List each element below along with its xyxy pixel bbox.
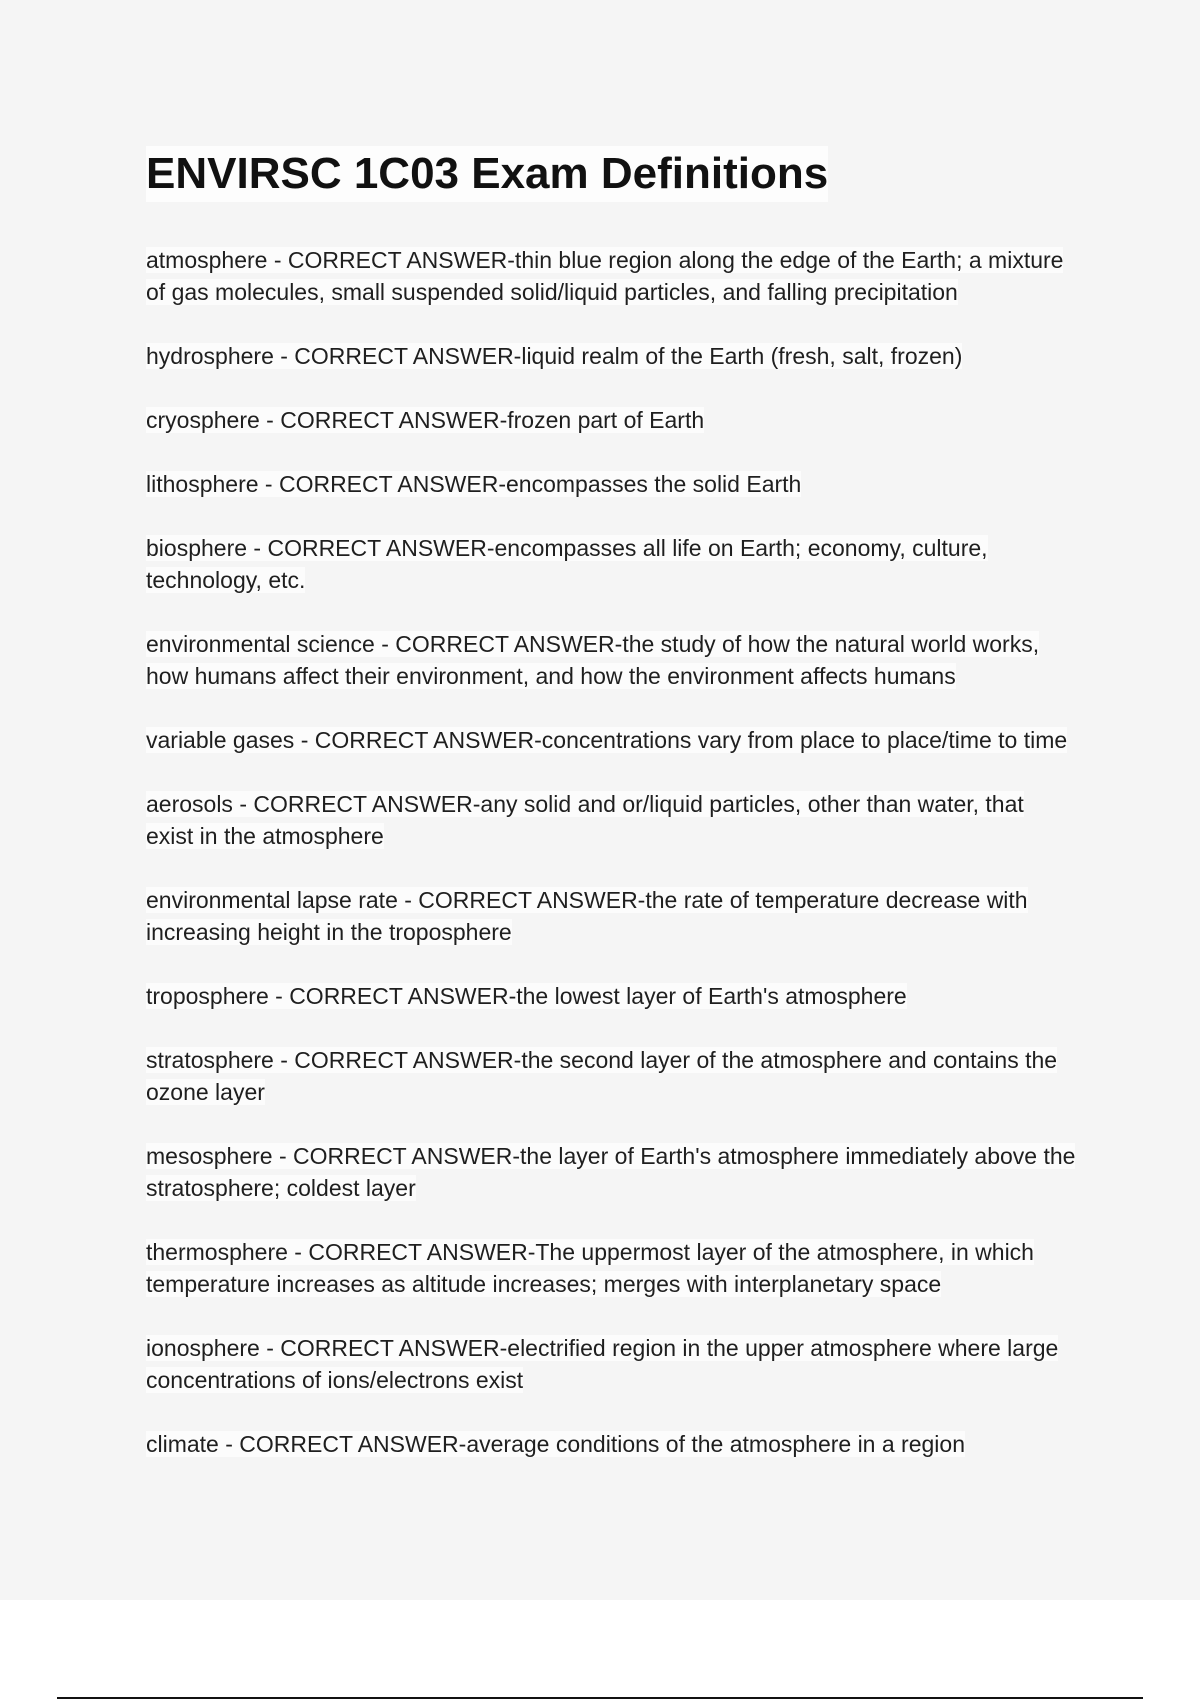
definition-item [146, 1236, 1076, 1300]
definition-item [146, 724, 1076, 756]
definition-item [146, 980, 1076, 1012]
definition-text: thermosphere - CORRECT ANSWER-The uppermost layer of the atmosphere, in which temperature increases as altitude increases; merges with interplanetary space [146, 1239, 1034, 1297]
bottom-divider [57, 1697, 1143, 1699]
definition-text: aerosols - CORRECT ANSWER-any solid and or/liquid particles, other than water, that exist in the atmosphere [146, 791, 1024, 849]
definition-item [146, 1044, 1076, 1108]
definition-item [146, 1428, 1076, 1460]
definition-item [146, 1332, 1076, 1396]
definition-item [146, 628, 1076, 692]
definition-text: biosphere - CORRECT ANSWER-encompasses all life on Earth; economy, culture, technology, etc. [146, 535, 988, 593]
definition-item [146, 244, 1076, 308]
definition-text: environmental science - CORRECT ANSWER-the study of how the natural world works, how humans affect their environment, and how the environment affects humans [146, 631, 1040, 689]
definition-text: hydrosphere - CORRECT ANSWER-liquid realm of the Earth (fresh, salt, frozen) [146, 343, 963, 369]
definition-item [146, 884, 1076, 948]
page-title: ENVIRSC 1C03 Exam Definitions [146, 146, 828, 202]
definition-item [146, 340, 1076, 372]
definition-text: ionosphere - CORRECT ANSWER-electrified region in the upper atmosphere where large concentrations of ions/electrons exist [146, 1335, 1059, 1393]
definition-text: cryosphere - CORRECT ANSWER-frozen part of Earth [146, 407, 705, 433]
definition-item [146, 1140, 1076, 1204]
document-content [146, 146, 1076, 1492]
definition-text: stratosphere - CORRECT ANSWER-the second layer of the atmosphere and contains the ozone layer [146, 1047, 1058, 1105]
definition-text: variable gases - CORRECT ANSWER-concentrations vary from place to place/time to time [146, 727, 1068, 753]
definition-text: mesosphere - CORRECT ANSWER-the layer of Earth's atmosphere immediately above the stratosphere; coldest layer [146, 1143, 1076, 1201]
definition-text: environmental lapse rate - CORRECT ANSWER-the rate of temperature decrease with increasing height in the troposphere [146, 887, 1028, 945]
definition-item [146, 468, 1076, 500]
definition-text: atmosphere - CORRECT ANSWER-thin blue region along the edge of the Earth; a mixture of gas molecules, small suspended solid/liquid particles, and falling precipitation [146, 247, 1064, 305]
definition-item [146, 532, 1076, 596]
definition-text: lithosphere - CORRECT ANSWER-encompasses the solid Earth [146, 471, 802, 497]
definition-list [146, 244, 1076, 1460]
definition-item [146, 788, 1076, 852]
definition-text: climate - CORRECT ANSWER-average conditions of the atmosphere in a region [146, 1431, 965, 1457]
definition-text: troposphere - CORRECT ANSWER-the lowest layer of Earth's atmosphere [146, 983, 907, 1009]
definition-item [146, 404, 1076, 436]
